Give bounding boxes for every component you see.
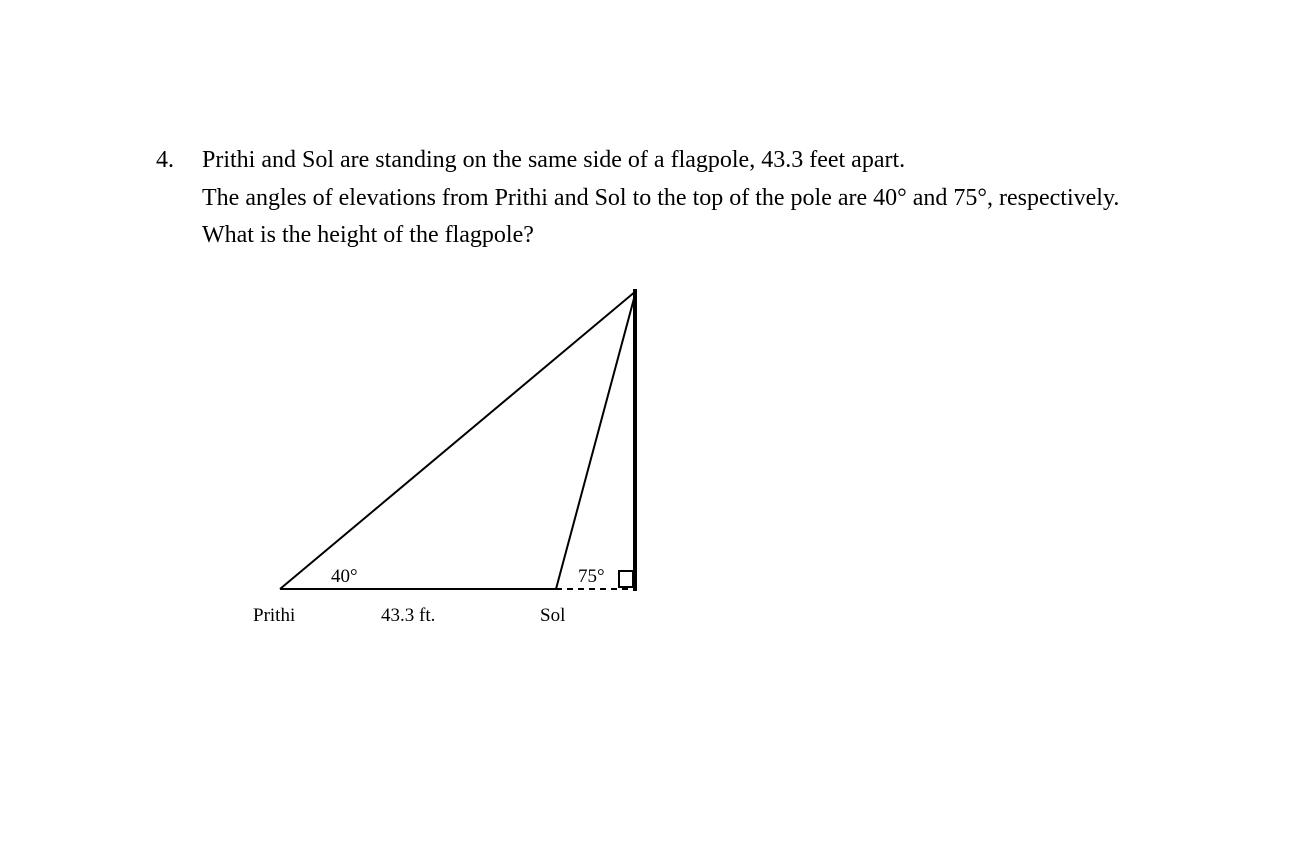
right-angle-marker <box>619 571 633 587</box>
question-number: 4. <box>156 147 174 173</box>
question-line-2: The angles of elevations from Prithi and Sol to the top of the pole are 40° and 75°, respectively. <box>202 185 1120 211</box>
angle-label-sol: 75° <box>578 566 605 587</box>
distance-label: 43.3 ft. <box>381 605 436 626</box>
question-line-1: Prithi and Sol are standing on the same side of a flagpole, 43.3 feet apart. <box>202 147 906 173</box>
point-label-sol: Sol <box>540 605 566 626</box>
angle-label-prithi: 40° <box>331 566 358 587</box>
point-label-prithi: Prithi <box>253 605 296 626</box>
question-line-3: What is the height of the flagpole? <box>202 222 534 248</box>
sightline-prithi <box>280 291 636 589</box>
sightline-sol <box>556 291 636 589</box>
